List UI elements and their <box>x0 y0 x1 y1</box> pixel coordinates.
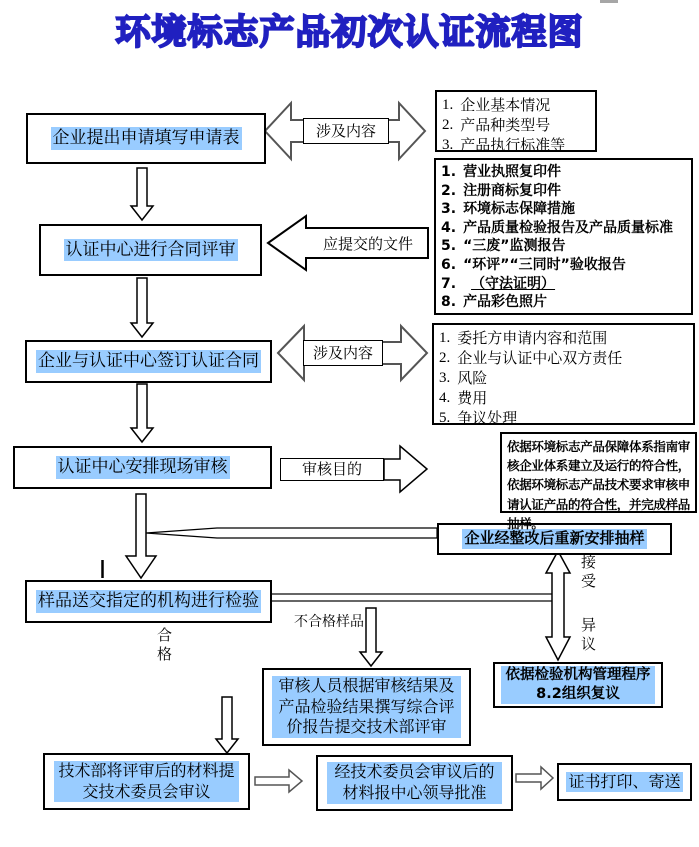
flow-box-rearrange-sampling: 企业经整改后重新安排抽样 <box>437 523 672 555</box>
flow-box-write-report: 审核人员根据审核结果及产品检验结果撰写综合评价报告提交技术部评审 <box>262 668 471 746</box>
down-arrow-sign-to-audit <box>131 384 153 442</box>
flow-box-apply: 企业提出申请填写申请表 <box>26 113 266 164</box>
list-item: 1. 委托方申请内容和范围 <box>439 329 608 347</box>
return-line-left-arrow <box>146 528 437 538</box>
list-apply-contents <box>435 90 597 152</box>
flow-box-sign-contract: 企业与认证中心签订认证合同 <box>25 340 272 383</box>
list-documents <box>434 158 693 315</box>
flow-box-review-appeal: 依据检验机构管理程序8.2组织复议 <box>493 662 663 708</box>
accept-objection-double-arrow <box>546 551 570 660</box>
audit-purpose-right-arrow <box>384 446 427 492</box>
unqualified-connector-line <box>268 594 560 601</box>
list-item: 2. 注册商标复印件 <box>441 182 562 199</box>
list-item: 2. 产品种类型号 <box>442 116 551 134</box>
list-item: 7. （守法证明） <box>441 275 556 292</box>
flow-box-leader-approve: 经技术委员会审议后的材料报中心领导批准 <box>316 755 513 811</box>
right-arrow-tech-to-leader <box>255 770 302 792</box>
list-contract-contents <box>432 323 695 425</box>
label-objection: 异议 <box>580 616 596 653</box>
list-item: 6. “环评”“三同时”验收报告 <box>441 256 626 273</box>
flow-box-contract-review: 认证中心进行合同评审 <box>39 224 262 276</box>
label-accept: 接受 <box>580 553 596 590</box>
audit-purpose-textbox: 依据环境标志产品保障体系指南审核企业体系建立及运行的符合性，依据环境标志产品技术要求审核申请认证产品的符合性，并完成样品抽样。 <box>500 432 697 513</box>
list-item: 3. 产品执行标准等 <box>442 136 566 154</box>
flow-box-arrange-audit: 认证中心安排现场审核 <box>13 446 272 489</box>
list-item: 1. 营业执照复印件 <box>441 164 562 180</box>
list-item: 4. 费用 <box>439 389 488 407</box>
down-arrow-review-to-sign <box>131 278 153 337</box>
list-item: 2. 企业与认证中心双方责任 <box>439 349 623 367</box>
corner-artifact <box>600 0 618 3</box>
label-submit-docs: 应提交的文件 <box>322 235 413 253</box>
label-qualified: 合格 <box>156 626 172 663</box>
flow-box-sample-test: 样品送交指定的机构进行检验 <box>25 580 272 623</box>
label-involve-contract: 涉及内容 <box>303 340 383 366</box>
list-item: 5. 争议处理 <box>439 409 518 427</box>
list-item: 3. 风险 <box>439 369 488 387</box>
label-involve-top: 涉及内容 <box>303 118 389 144</box>
label-audit-purpose: 审核目的 <box>280 458 384 481</box>
down-arrow-audit-to-sample <box>126 494 156 578</box>
list-item: 4. 产品质量检验报告及产品质量标准 <box>441 219 674 236</box>
down-arrow-to-tech-submit <box>216 697 238 753</box>
label-unqualified: 不合格样品 <box>294 614 364 630</box>
flow-box-cert-print: 证书打印、寄送 <box>557 763 692 801</box>
down-arrow-apply-to-review <box>131 168 153 220</box>
list-item: 3. 环境标志保障措施 <box>441 201 576 218</box>
list-item: 5. “三废”监测报告 <box>441 238 566 255</box>
page-title: 环境标志产品初次认证流程图 <box>115 13 584 53</box>
flow-box-tech-submit: 技术部将评审后的材料提交技术委员会审议 <box>43 753 250 810</box>
list-item: 1. 企业基本情况 <box>442 96 551 114</box>
right-arrow-leader-to-cert <box>516 767 553 789</box>
list-item: 8. 产品彩色照片 <box>441 294 548 311</box>
